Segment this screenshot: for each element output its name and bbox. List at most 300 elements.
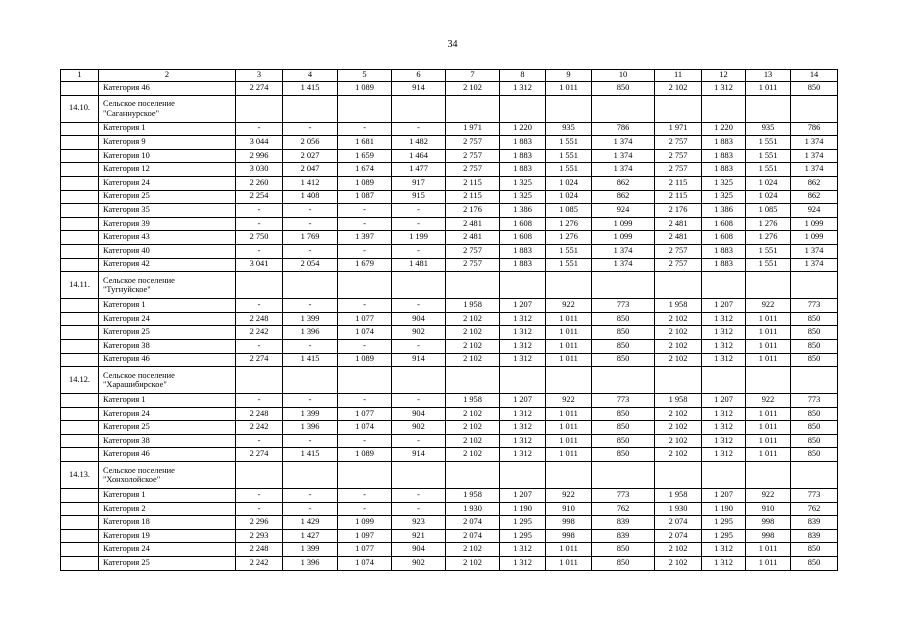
category-name: Категория 1 [99,394,236,408]
value-cell: 773 [791,394,838,408]
settlement-name [99,367,236,394]
value-cell: 2 115 [446,190,500,204]
empty-cell [546,462,592,489]
value-cell: 2 242 [236,557,283,571]
value-cell: 2 115 [655,176,702,190]
category-name: Категория 19 [99,529,236,543]
table-row [61,231,838,245]
value-cell: 850 [791,543,838,557]
value-cell: 1 551 [546,163,592,177]
settlement-name-line: "Саганнурское" [103,108,159,118]
value-cell: - [236,244,283,258]
value-cell: - [338,339,392,353]
value-cell: 910 [746,502,791,516]
value-cell: 2 254 [236,190,283,204]
table-row [61,122,838,136]
value-cell: 2 102 [446,339,500,353]
settlement-index: 14.12. [61,367,99,394]
value-cell: 2 293 [236,529,283,543]
value-cell: 1 011 [546,312,592,326]
empty-cell [338,95,392,122]
value-cell: 1 011 [746,326,791,340]
value-cell: 2 481 [655,231,702,245]
value-cell: 922 [546,489,592,503]
value-cell: - [392,204,446,218]
value-cell: 1 325 [500,190,546,204]
value-cell: 1 011 [746,82,791,96]
value-cell: 839 [791,529,838,543]
value-cell: 2 248 [236,312,283,326]
empty-cell [446,272,500,299]
value-cell: 2 102 [446,407,500,421]
value-cell: 1 011 [546,353,592,367]
value-cell: 2 757 [655,136,702,150]
table-row [61,516,838,530]
value-cell: - [392,434,446,448]
value-cell: 915 [392,190,446,204]
value-cell: 3 030 [236,163,283,177]
value-cell: 2 102 [655,353,702,367]
value-cell: 2 176 [655,204,702,218]
value-cell: - [283,434,338,448]
value-cell: - [392,394,446,408]
value-cell: 1 089 [338,353,392,367]
category-name: Категория 9 [99,136,236,150]
index-cell [61,394,99,408]
value-cell: - [338,204,392,218]
column-header: 5 [338,70,392,82]
value-cell: - [236,489,283,503]
value-cell: 1 011 [746,407,791,421]
value-cell: 2 102 [446,557,500,571]
category-name: Категория 10 [99,149,236,163]
value-cell: 1 011 [546,82,592,96]
value-cell: 850 [592,312,655,326]
value-cell: 1 325 [500,176,546,190]
empty-cell [236,462,283,489]
category-name: Категория 25 [99,190,236,204]
value-cell: 922 [546,394,592,408]
column-header: 2 [99,70,236,82]
table-row [61,394,838,408]
value-cell: 1 374 [791,244,838,258]
category-name: Категория 35 [99,204,236,218]
value-cell: 1 089 [338,176,392,190]
value-cell: 1 276 [746,217,791,231]
value-cell: 850 [592,434,655,448]
value-cell: 3 044 [236,136,283,150]
value-cell: - [236,502,283,516]
value-cell: 2 102 [446,434,500,448]
value-cell: 910 [546,502,592,516]
value-cell: - [392,122,446,136]
value-cell: 1 190 [702,502,746,516]
value-cell: 1 312 [702,557,746,571]
value-cell: 1 399 [283,312,338,326]
value-cell: 922 [746,299,791,313]
empty-cell [283,95,338,122]
column-header: 3 [236,70,283,82]
value-cell: 1 024 [746,190,791,204]
value-cell: 839 [592,529,655,543]
column-header: 12 [702,70,746,82]
value-cell: 1 099 [791,231,838,245]
empty-cell [655,95,702,122]
empty-cell [592,272,655,299]
value-cell: 1 415 [283,353,338,367]
category-name: Категория 46 [99,448,236,462]
index-cell [61,217,99,231]
value-cell: 2 176 [446,204,500,218]
value-cell: 1 011 [546,339,592,353]
value-cell: 1 930 [655,502,702,516]
value-cell: 1 077 [338,312,392,326]
value-cell: 922 [746,489,791,503]
index-cell [61,339,99,353]
value-cell: 1 295 [500,529,546,543]
empty-cell [283,462,338,489]
category-name: Категория 38 [99,339,236,353]
value-cell: 1 374 [791,149,838,163]
value-cell: 1 099 [338,516,392,530]
table-row [61,149,838,163]
value-cell: 2 242 [236,421,283,435]
value-cell: 2 248 [236,543,283,557]
index-cell [61,489,99,503]
settlement-index: 14.11. [61,272,99,299]
value-cell: 1 220 [702,122,746,136]
value-cell: 1 883 [500,244,546,258]
empty-cell [592,95,655,122]
table-row [61,163,838,177]
value-cell: 1 464 [392,149,446,163]
value-cell: 1 399 [283,543,338,557]
value-cell: 1 374 [592,149,655,163]
table-row [61,136,838,150]
value-cell: 1 551 [746,136,791,150]
value-cell: 2 102 [446,326,500,340]
value-cell: 1 551 [546,244,592,258]
value-cell: 1 085 [546,204,592,218]
value-cell: 1 325 [702,176,746,190]
value-cell: 1 295 [702,516,746,530]
value-cell: 998 [746,529,791,543]
value-cell: 1 397 [338,231,392,245]
settlement-name-line: "Тугнуйское" [103,285,151,295]
value-cell: 850 [592,353,655,367]
value-cell: 1 207 [702,489,746,503]
value-cell: - [236,217,283,231]
value-cell: - [338,244,392,258]
value-cell: 1 883 [702,244,746,258]
value-cell: 1 958 [655,394,702,408]
value-cell: 1 011 [546,407,592,421]
empty-cell [500,95,546,122]
value-cell: 1 312 [500,82,546,96]
index-cell [61,557,99,571]
value-cell: 773 [592,394,655,408]
value-cell: 1 412 [283,176,338,190]
value-cell: 1 883 [500,258,546,272]
table-row [61,557,838,571]
value-cell: 2 757 [655,258,702,272]
category-name: Категория 24 [99,176,236,190]
value-cell: 1 971 [446,122,500,136]
value-cell: 2 481 [446,231,500,245]
category-name: Категория 46 [99,353,236,367]
table-row [61,502,838,516]
table-row [61,543,838,557]
index-cell [61,149,99,163]
value-cell: 1 374 [592,136,655,150]
index-cell [61,190,99,204]
value-cell: 3 041 [236,258,283,272]
value-cell: 1 883 [702,258,746,272]
value-cell: 1 276 [546,231,592,245]
value-cell: 1 374 [592,258,655,272]
empty-cell [446,95,500,122]
value-cell: 2 054 [283,258,338,272]
value-cell: 1 087 [338,190,392,204]
empty-cell [392,462,446,489]
value-cell: 1 011 [746,543,791,557]
value-cell: 850 [791,339,838,353]
index-cell [61,299,99,313]
value-cell: 1 011 [746,312,791,326]
value-cell: - [283,299,338,313]
empty-cell [702,367,746,394]
value-cell: 922 [546,299,592,313]
value-cell: 2 102 [655,407,702,421]
value-cell: 1 011 [746,339,791,353]
table-row [61,190,838,204]
value-cell: 2 074 [446,529,500,543]
value-cell: 1 011 [546,434,592,448]
value-cell: 773 [791,489,838,503]
settlement-row [61,462,838,489]
value-cell: 1 958 [446,299,500,313]
value-cell: 923 [392,516,446,530]
value-cell: 773 [592,489,655,503]
value-cell: 2 074 [655,529,702,543]
value-cell: 1 312 [702,353,746,367]
value-cell: 1 312 [500,448,546,462]
value-cell: 1 011 [746,448,791,462]
value-cell: - [283,394,338,408]
value-cell: - [236,204,283,218]
empty-cell [702,95,746,122]
index-cell [61,516,99,530]
value-cell: - [236,339,283,353]
value-cell: 921 [392,529,446,543]
table-row [61,312,838,326]
index-cell [61,353,99,367]
value-cell: 2 102 [446,448,500,462]
settlement-name-line: "Хонхолойское" [103,475,161,485]
value-cell: 773 [592,299,655,313]
category-name: Категория 46 [99,82,236,96]
value-cell: - [236,122,283,136]
value-cell: 2 102 [655,312,702,326]
value-cell: 2 242 [236,326,283,340]
category-name: Категория 2 [99,502,236,516]
table-row [61,353,838,367]
value-cell: 2 102 [446,353,500,367]
value-cell: - [392,502,446,516]
tariff-table [60,69,838,571]
value-cell: 1 312 [500,543,546,557]
value-cell: 2 260 [236,176,283,190]
value-cell: 2 248 [236,407,283,421]
value-cell: 839 [592,516,655,530]
value-cell: 1 608 [500,217,546,231]
value-cell: 2 102 [655,557,702,571]
value-cell: 1 312 [500,353,546,367]
category-name: Категория 24 [99,407,236,421]
index-cell [61,122,99,136]
value-cell: 1 207 [500,394,546,408]
category-name: Категория 25 [99,421,236,435]
value-cell: 1 312 [500,557,546,571]
value-cell: 1 089 [338,82,392,96]
empty-cell [546,95,592,122]
value-cell: 2 102 [655,543,702,557]
empty-cell [746,367,791,394]
empty-cell [791,95,838,122]
index-cell [61,502,99,516]
value-cell: 850 [791,82,838,96]
table-row [61,489,838,503]
value-cell: 1 674 [338,163,392,177]
value-cell: 1 085 [746,204,791,218]
value-cell: 2 074 [446,516,500,530]
value-cell: 850 [791,353,838,367]
value-cell: 1 312 [702,82,746,96]
empty-cell [546,272,592,299]
value-cell: 935 [546,122,592,136]
value-cell: 904 [392,312,446,326]
header-row [61,70,838,82]
value-cell: - [338,122,392,136]
table-row [61,434,838,448]
empty-cell [392,272,446,299]
value-cell: 2 102 [655,339,702,353]
value-cell: 2 102 [655,448,702,462]
value-cell: 1 551 [746,258,791,272]
settlement-name-line: Сельское поселение [103,275,175,285]
value-cell: 914 [392,82,446,96]
value-cell: 2 102 [655,82,702,96]
category-name: Категория 1 [99,299,236,313]
value-cell: 1 312 [702,407,746,421]
value-cell: 998 [746,516,791,530]
value-cell: 1 958 [446,489,500,503]
page-number: 34 [447,39,458,50]
value-cell: 1 312 [500,407,546,421]
value-cell: 762 [592,502,655,516]
value-cell: 1 477 [392,163,446,177]
category-name: Категория 38 [99,434,236,448]
value-cell: 1 312 [500,312,546,326]
value-cell: - [283,244,338,258]
value-cell: 1 207 [702,394,746,408]
value-cell: 2 481 [655,217,702,231]
value-cell: 1 024 [546,176,592,190]
value-cell: 1 312 [702,421,746,435]
value-cell: 1 011 [746,557,791,571]
value-cell: 2 102 [446,543,500,557]
settlement-name [99,95,236,122]
value-cell: - [392,339,446,353]
settlement-row [61,272,838,299]
value-cell: 1 679 [338,258,392,272]
value-cell: 1 427 [283,529,338,543]
value-cell: 1 295 [500,516,546,530]
value-cell: - [338,217,392,231]
value-cell: 1 769 [283,231,338,245]
table-row [61,244,838,258]
value-cell: 1 971 [655,122,702,136]
value-cell: - [283,217,338,231]
value-cell: 2 074 [655,516,702,530]
value-cell: 2 757 [446,163,500,177]
value-cell: 998 [546,516,592,530]
index-cell [61,407,99,421]
value-cell: 850 [592,407,655,421]
value-cell: - [283,502,338,516]
value-cell: 924 [791,204,838,218]
empty-cell [500,462,546,489]
value-cell: 1 077 [338,407,392,421]
index-cell [61,258,99,272]
category-name: Категория 1 [99,122,236,136]
category-name: Категория 1 [99,489,236,503]
value-cell: 1 011 [746,421,791,435]
column-header: 9 [546,70,592,82]
value-cell: 850 [592,326,655,340]
value-cell: 1 551 [546,136,592,150]
empty-cell [791,272,838,299]
value-cell: 1 374 [592,244,655,258]
value-cell: 850 [592,448,655,462]
value-cell: 1 608 [702,231,746,245]
value-cell: 2 102 [446,421,500,435]
value-cell: 850 [592,557,655,571]
table-row [61,529,838,543]
value-cell: 1 011 [546,557,592,571]
value-cell: 2 102 [655,421,702,435]
empty-cell [446,462,500,489]
table-row [61,326,838,340]
value-cell: 1 481 [392,258,446,272]
value-cell: 1 276 [746,231,791,245]
settlement-name-line: Сельское поселение [103,370,175,380]
value-cell: - [283,122,338,136]
value-cell: 1 312 [702,326,746,340]
value-cell: 1 551 [746,244,791,258]
index-cell [61,326,99,340]
value-cell: 914 [392,353,446,367]
category-name: Категория 18 [99,516,236,530]
table-row [61,82,838,96]
column-header: 1 [61,70,99,82]
empty-cell [702,462,746,489]
value-cell: 1 099 [592,231,655,245]
value-cell: - [338,394,392,408]
value-cell: 862 [791,190,838,204]
value-cell: 1 312 [500,421,546,435]
value-cell: 1 295 [702,529,746,543]
